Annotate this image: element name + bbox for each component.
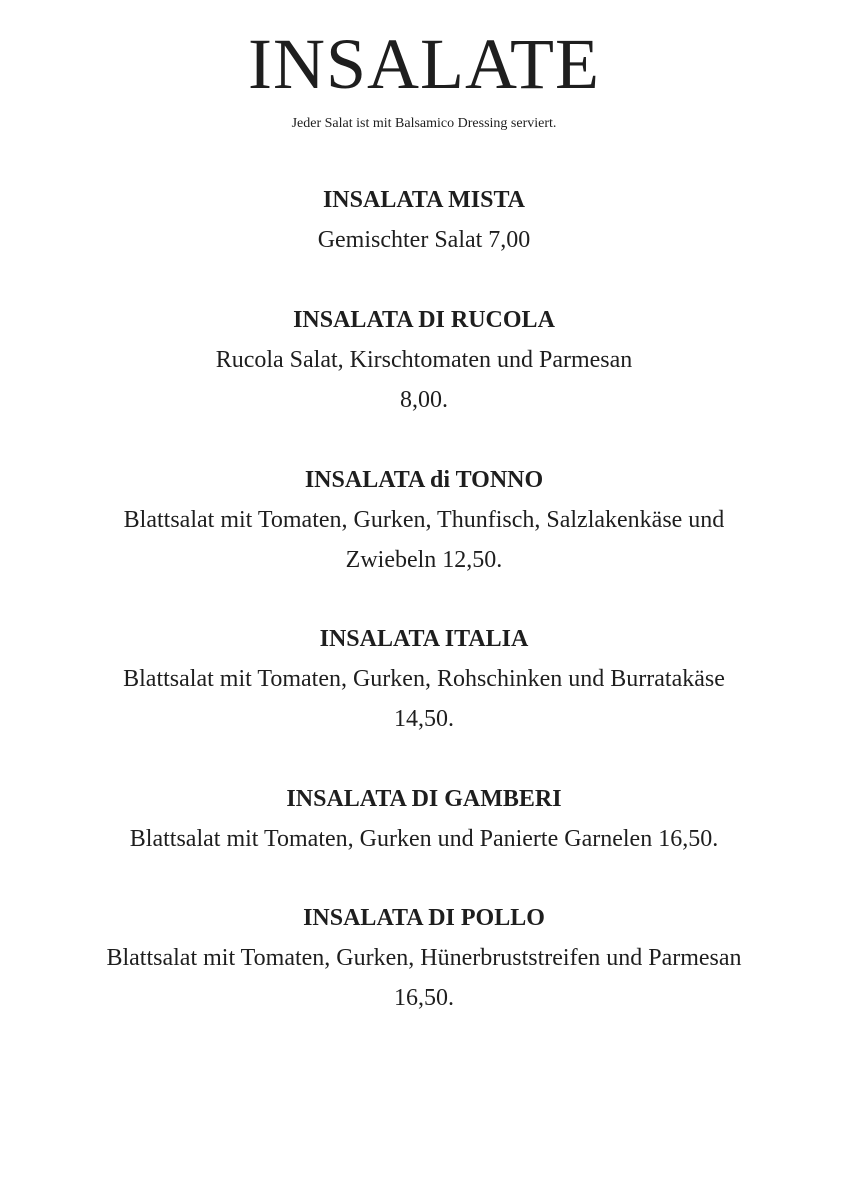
menu-item-description: Blattsalat mit Tomaten, Gurken, Thunfisch, Salzlakenkäse und bbox=[123, 507, 725, 533]
menu-item-description: Gemischter Salat 7,00 bbox=[317, 227, 531, 253]
menu-item-description: Blattsalat mit Tomaten, Gurken, Hünerbruststreifen und Parmesan bbox=[106, 945, 742, 971]
menu-item-description: Blattsalat mit Tomaten, Gurken und Panierte Garnelen 16,50. bbox=[129, 826, 719, 852]
menu-item-insalata-di-gamberi bbox=[0, 779, 848, 859]
menu-item-insalata-mista bbox=[0, 180, 848, 260]
menu-item-name: INSALATA ITALIA bbox=[319, 626, 529, 652]
menu-item-insalata-di-pollo bbox=[0, 898, 848, 1018]
menu-item-description-cont: Zwiebeln 12,50. bbox=[345, 547, 503, 573]
menu-item-name: INSALATA di TONNO bbox=[304, 467, 544, 493]
page-title: INSALATE bbox=[248, 24, 600, 104]
page-subtitle: Jeder Salat ist mit Balsamico Dressing serviert. bbox=[291, 116, 557, 131]
menu-item-price: 14,50. bbox=[394, 706, 454, 732]
menu-item-name: INSALATA DI POLLO bbox=[303, 905, 545, 931]
menu-item-insalata-di-rucola bbox=[0, 300, 848, 420]
menu-item-description: Rucola Salat, Kirschtomaten und Parmesan bbox=[215, 347, 633, 373]
menu-item-price: 16,50. bbox=[394, 985, 454, 1011]
menu-item-insalata-di-tonno bbox=[0, 460, 848, 580]
menu-item-name: INSALATA DI RUCOLA bbox=[293, 307, 555, 333]
menu-item-price: 8,00. bbox=[400, 387, 448, 413]
menu-item-name: INSALATA MISTA bbox=[322, 187, 526, 213]
menu-item-name: INSALATA DI GAMBERI bbox=[286, 786, 562, 812]
menu-item-insalata-italia bbox=[0, 619, 848, 739]
menu-item-description: Blattsalat mit Tomaten, Gurken, Rohschinken und Burratakäse bbox=[123, 666, 725, 692]
